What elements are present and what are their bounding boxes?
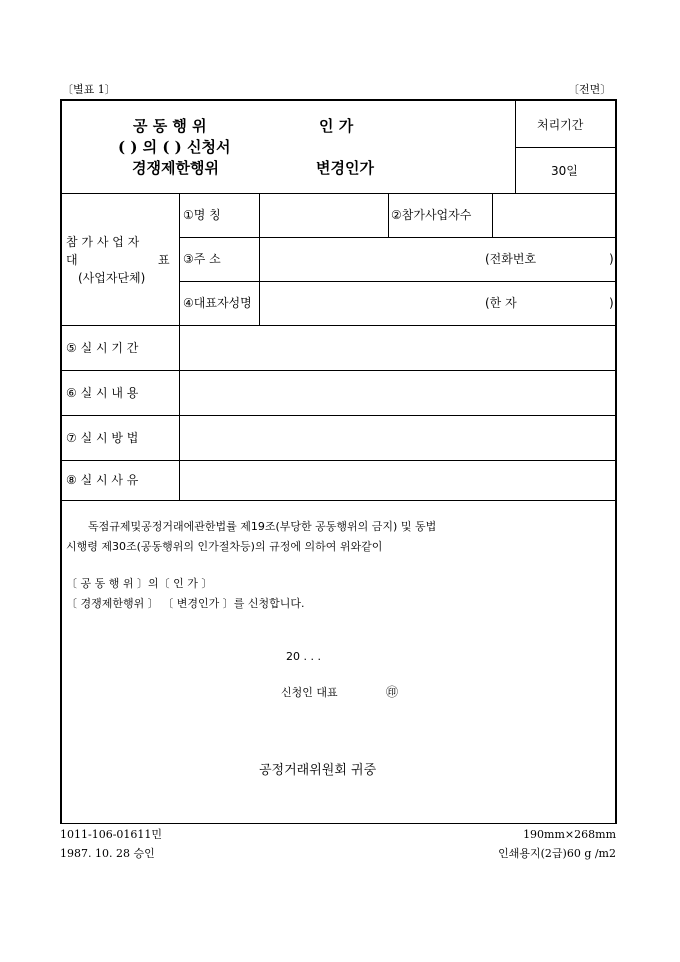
title-change-approval: 변경인가: [316, 159, 374, 177]
title-approval: 인 가: [319, 117, 354, 135]
rep-name-label: ④대표자성명: [183, 296, 252, 310]
date-line: 20 . . .: [286, 650, 321, 663]
association-label: (사업자단체): [78, 271, 146, 285]
method-field[interactable]: [184, 420, 612, 456]
statement-line-2: 시행령 제30조(공동행위의 인가절차등)의 규정에 의하여 위와같이: [66, 540, 383, 553]
phone-label: (전화번호: [485, 252, 537, 266]
choice-line-2: 〔 경쟁제한행위 〕 〔 변경인가 〕를 신청합니다.: [66, 597, 305, 610]
hanja-label: (한 자: [485, 296, 517, 310]
address-label: ③주 소: [183, 252, 221, 266]
title-competition-restriction: 경쟁제한행위: [132, 159, 219, 177]
reason-field[interactable]: [184, 464, 612, 496]
approval-date: 1987. 10. 28 승인: [60, 847, 155, 860]
row-label-reason: ⑧ 실 시 사 유: [66, 473, 139, 487]
form-number: 1011-106-01611민: [60, 828, 163, 841]
participant-label: 참 가 사 업 자: [66, 235, 140, 249]
paper-type: 인쇄용지(2급)60 g /m2: [498, 847, 616, 860]
seal-mark: ㊞: [386, 685, 399, 699]
representative-label-b: 표: [158, 253, 170, 267]
paper-size: 190mm×268mm: [523, 828, 616, 841]
statement-line-1: 독점규제및공정거래에관한법률 제19조(부당한 공동행위의 금지) 및 동법: [88, 520, 437, 533]
processing-period-label: 처리기간: [537, 118, 584, 132]
recipient: 공정거래위원회 귀중: [259, 763, 377, 778]
processing-period-value: 30일: [551, 164, 578, 178]
period-field[interactable]: [184, 330, 612, 366]
address-field[interactable]: [263, 253, 483, 269]
row-label-content: ⑥ 실 시 내 용: [66, 386, 139, 400]
row-label-method: ⑦ 실 시 방 법: [66, 431, 139, 445]
page-side-label: 〔전면〕: [568, 83, 612, 96]
representative-label-a: 대: [66, 253, 78, 267]
name-label: ①명 칭: [183, 208, 221, 222]
applicant-label: 신청인 대표: [281, 686, 338, 699]
phone-close: ): [609, 252, 614, 266]
choice-line-1: 〔 공 동 행 위 〕의〔 인 가 〕: [66, 577, 213, 590]
participant-count-field[interactable]: [496, 209, 612, 225]
row-label-period: ⑤ 실 시 기 간: [66, 341, 139, 355]
title-joint-conduct: 공 동 행 위: [133, 117, 207, 135]
rep-name-field[interactable]: [263, 297, 483, 313]
name-field[interactable]: [263, 209, 385, 225]
appendix-label: 〔별표 1〕: [62, 83, 116, 96]
hanja-close: ): [609, 296, 614, 310]
content-field[interactable]: [184, 375, 612, 411]
title-application: ( ) 의 ( ) 신청서: [118, 138, 231, 156]
participant-count-label: ②참가사업자수: [391, 208, 472, 222]
